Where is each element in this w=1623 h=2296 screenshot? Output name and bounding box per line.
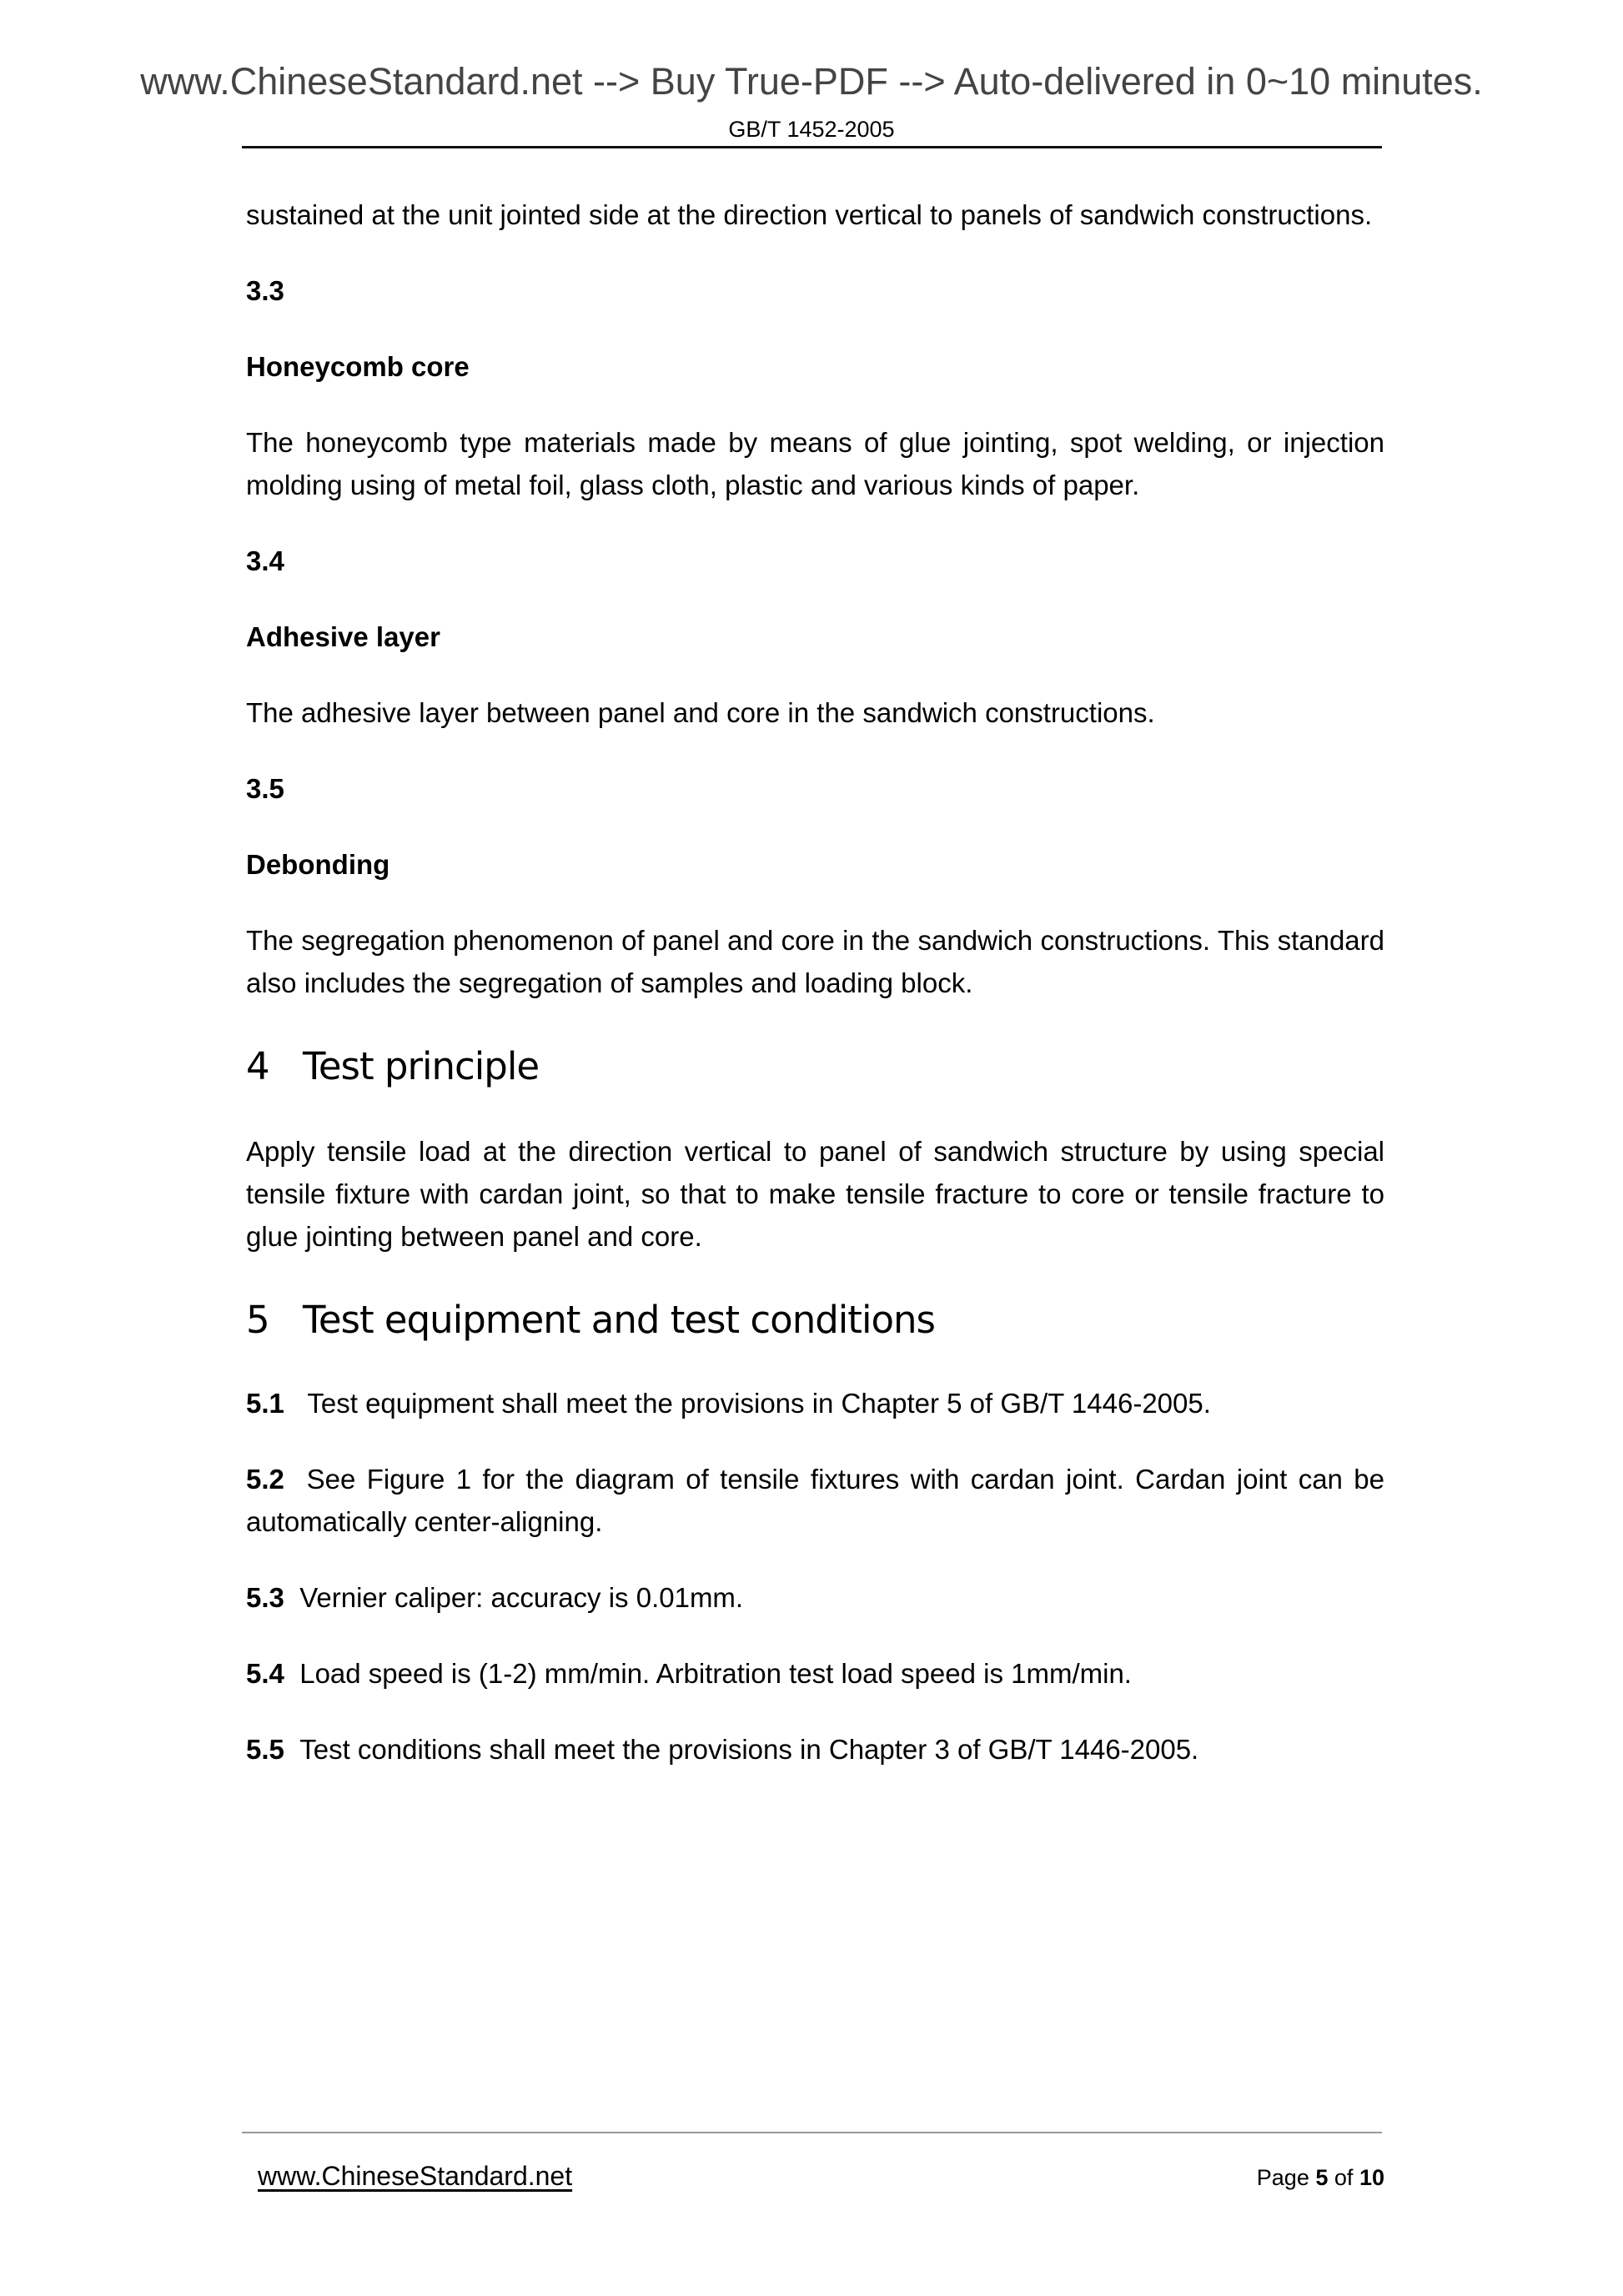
clause-5-5: [246, 1728, 1384, 1771]
term-title: Debonding: [246, 849, 390, 880]
term-definition: The honeycomb type materials made by means of glue jointing, spot welding, or injection molding using of metal foil, glass cloth, plastic and various kinds of paper.: [246, 427, 1384, 500]
header-banner: www.ChineseStandard.net --> Buy True-PDF --> Auto-delivered in 0~10 minutes.: [140, 60, 1483, 103]
term-number: 3.5: [246, 773, 284, 804]
clause-5-4: [246, 1652, 1384, 1695]
term-definition: The adhesive layer between panel and core in the sandwich constructions.: [246, 697, 1155, 728]
continuation-paragraph: sustained at the unit jointed side at the direction vertical to panels of sandwich constructions.: [246, 199, 1373, 230]
section-heading-5: [246, 1298, 1384, 1342]
footer-website-link[interactable]: www.ChineseStandard.net: [258, 2161, 573, 2191]
term-definition: The segregation phenomenon of panel and core in the sandwich constructions. This standard also includes the segregation of samples and loading block.: [246, 925, 1384, 998]
clause-number: 5.1: [246, 1388, 284, 1419]
clause-5-1: [246, 1382, 1384, 1424]
term-number: 3.3: [246, 275, 284, 306]
clause-text: See Figure 1 for the diagram of tensile fixtures with cardan joint. Cardan joint can be automatically center-aligning.: [246, 1464, 1385, 1537]
section-number: 4: [246, 1044, 269, 1088]
section-number: 5: [246, 1298, 269, 1342]
document-body: [246, 193, 1384, 1771]
section-title: Test principle: [303, 1044, 540, 1088]
standard-code: GB/T 1452-2005: [728, 117, 895, 142]
page-current: 5: [1315, 2165, 1329, 2190]
clause-text: Load speed is (1-2) mm/min. Arbitration test load speed is 1mm/min.: [299, 1658, 1132, 1689]
clause-5-3: [246, 1576, 1384, 1619]
section-heading-4: [246, 1044, 1384, 1088]
header-divider: [242, 146, 1382, 148]
clause-number: 5.3: [246, 1582, 284, 1613]
page-indicator: [1257, 2165, 1384, 2191]
term-title: Honeycomb core: [246, 351, 470, 382]
term-title: Adhesive layer: [246, 621, 440, 652]
clause-5-2: [246, 1458, 1384, 1543]
footer-divider: [242, 2132, 1382, 2133]
clause-text: Test equipment shall meet the provisions in Chapter 5 of GB/T 1446-2005.: [307, 1388, 1211, 1419]
page-total: 10: [1359, 2165, 1384, 2190]
page-prefix: Page: [1256, 2165, 1309, 2190]
section-title: Test equipment and test conditions: [303, 1298, 935, 1342]
page-of: of: [1334, 2165, 1354, 2190]
section-4-text: Apply tensile load at the direction vertical to panel of sandwich structure by using special tensile fixture with cardan joint, so that to make tensile fracture to core or tensile fracture to glue jointing between panel and core.: [246, 1136, 1384, 1252]
clause-text: Vernier caliper: accuracy is 0.01mm.: [299, 1582, 744, 1613]
clause-text: Test conditions shall meet the provisions in Chapter 3 of GB/T 1446-2005.: [299, 1734, 1199, 1765]
clause-number: 5.4: [246, 1658, 284, 1689]
clause-number: 5.5: [246, 1734, 284, 1765]
term-number: 3.4: [246, 545, 284, 576]
clause-number: 5.2: [246, 1464, 284, 1495]
